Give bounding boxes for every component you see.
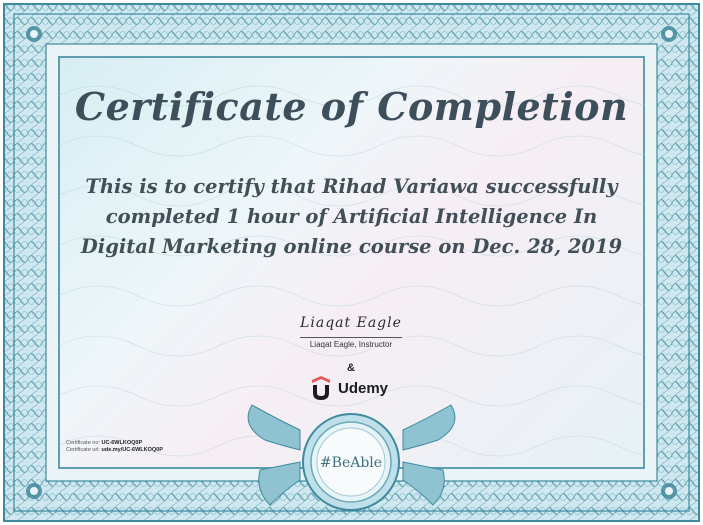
certificate-url-label: Certificate url: <box>66 447 100 453</box>
seal-ribbon-right <box>403 405 455 505</box>
certificate-number-label: Certificate no: <box>66 440 100 446</box>
udemy-wordmark: Udemy <box>338 379 389 397</box>
certificate-number: UC-6WLKOQ0P <box>101 440 143 446</box>
certificate-title: Certificate of Completion <box>74 84 629 129</box>
ampersand: & <box>347 362 355 374</box>
seal-ribbon-left <box>248 405 300 505</box>
instructor-label: Liaqat Eagle, Instructor <box>309 340 393 349</box>
certificate-url: ude.my/UC-6WLKOQ0P <box>101 447 163 453</box>
seal-text: #BeAble <box>319 455 383 471</box>
statement-line: completed 1 hour of Artificial Intelligence In <box>105 205 598 228</box>
statement-line: Digital Marketing online course on Dec. 28, 2019 <box>80 235 623 258</box>
instructor-signature: Liaqat Eagle <box>300 315 402 331</box>
statement-line: This is to certify that Rihad Variawa successfully <box>85 175 618 198</box>
